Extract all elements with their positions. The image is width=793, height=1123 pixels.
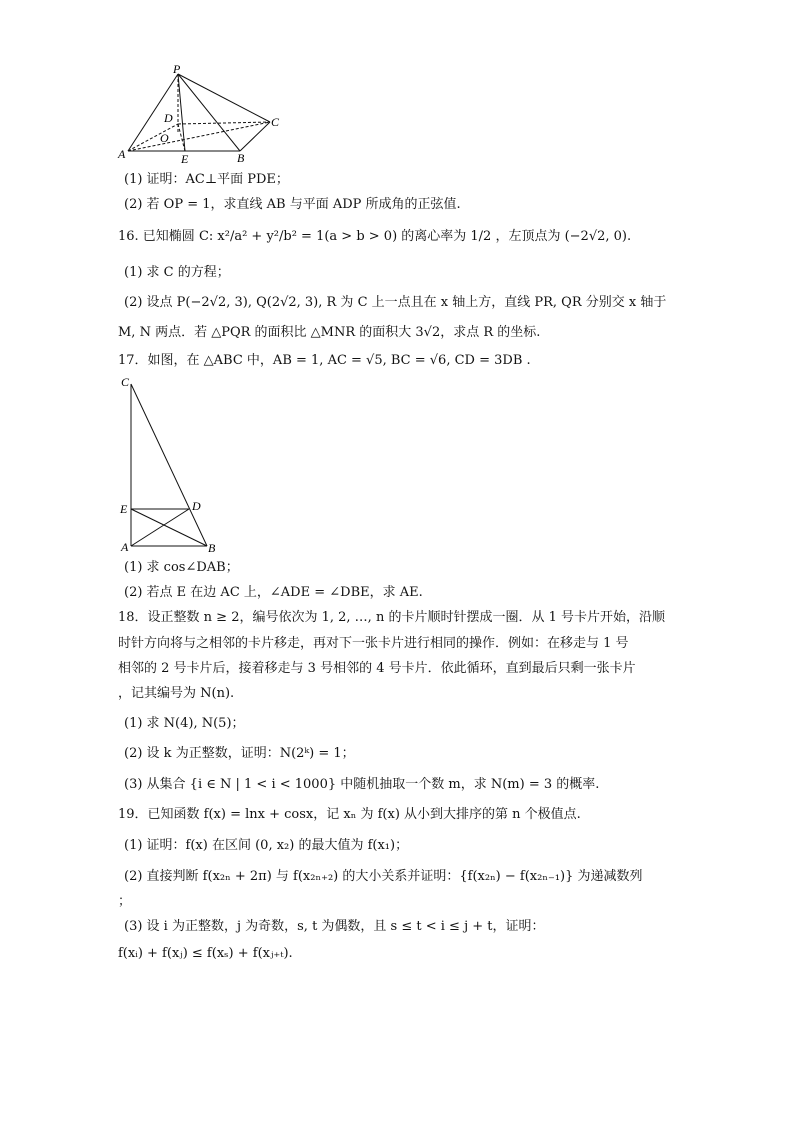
q18-line4: ，记其编号为 N(n). — [118, 686, 235, 701]
q19-part2-line2: ； — [118, 894, 132, 909]
label-C: C — [271, 115, 280, 129]
q17-stem: 17．如图，在 △ABC 中，AB = 1, AC = √5, BC = √6, CD = 3DB . — [118, 353, 531, 368]
q17-part2: (2) 若点 E 在边 AC 上，∠ADE = ∠DBE，求 AE. — [124, 585, 423, 600]
label-A: A — [118, 147, 126, 161]
q19-part1: (1) 证明：f(x) 在区间 (0, x₂) 的最大值为 f(x₁)； — [124, 838, 409, 853]
label-E: E — [181, 152, 189, 166]
label-C2: C — [121, 375, 130, 389]
triangle-figure — [115, 374, 225, 554]
q18-part1: (1) 求 N(4), N(5)； — [124, 716, 245, 731]
label-E2: E — [120, 502, 128, 516]
q15-part1: (1) 证明：AC⊥平面 PDE； — [124, 172, 289, 187]
label-O: O — [160, 131, 169, 145]
label-P: P — [173, 62, 181, 76]
q19-part3-line2: f(xᵢ) + f(xⱼ) ≤ f(xₛ) + f(xⱼ₊ₜ). — [118, 946, 293, 961]
q16-part2-line2: M, N 两点．若 △PQR 的面积比 △MNR 的面积大 3√2，求点 R 的坐标. — [118, 325, 541, 340]
q19-stem: 19．已知函数 f(x) = lnx + cosx，记 xₙ 为 f(x) 从小到大排序的第 n 个极值点. — [118, 807, 581, 822]
label-B2: B — [208, 541, 216, 554]
q18-line2: 时针方向将与之相邻的卡片移走，再对下一张卡片进行相同的操作．例如：在移走与 1 号 — [118, 636, 629, 651]
q16-part2-line1: (2) 设点 P(−2√2, 3), Q(2√2, 3), R 为 C 上一点且在 x 轴上方，直线 PR, QR 分别交 x 轴于 — [124, 295, 667, 310]
q18-line1: 18．设正整数 n ≥ 2，编号依次为 1, 2, …, n 的卡片顺时针摆成一圈．从 1 号卡片开始，沿顺 — [118, 610, 665, 625]
q19-part2-line1: (2) 直接判断 f(x₂ₙ + 2π) 与 f(x₂ₙ₊₂) 的大小关系并证明：{f(x₂ₙ) − f(x₂ₙ₋₁)} 为递减数列 — [124, 869, 643, 884]
label-D: D — [164, 111, 173, 125]
label-B: B — [237, 151, 245, 165]
q18-part3: (3) 从集合 {i ∈ N | 1 < i < 1000} 中随机抽取一个数 m，求 N(m) = 3 的概率. — [124, 777, 600, 792]
q16-stem: 16. 已知椭圆 C: x²/a² + y²/b² = 1(a > b > 0) 的离心率为 1/2 ，左顶点为 (−2√2, 0). — [118, 229, 632, 244]
q16-part1: (1) 求 C 的方程； — [124, 265, 230, 280]
label-A2: A — [121, 540, 129, 554]
q15-part2: (2) 若 OP = 1，求直线 AB 与平面 ADP 所成角的正弦值. — [124, 197, 461, 212]
label-D2: D — [192, 499, 201, 513]
q19-part3-line1: (3) 设 i 为正整数，j 为奇数，s, t 为偶数，且 s ≤ t < i ≤ j + t，证明： — [124, 919, 545, 934]
pyramid-figure — [115, 62, 290, 168]
q18-line3: 相邻的 2 号卡片后，接着移走与 3 号相邻的 4 号卡片．依此循环，直到最后只剩一张卡片 — [118, 661, 636, 676]
q18-part2: (2) 设 k 为正整数，证明：N(2ᵏ) = 1； — [124, 746, 355, 761]
q17-part1: (1) 求 cos∠DAB； — [124, 560, 239, 575]
